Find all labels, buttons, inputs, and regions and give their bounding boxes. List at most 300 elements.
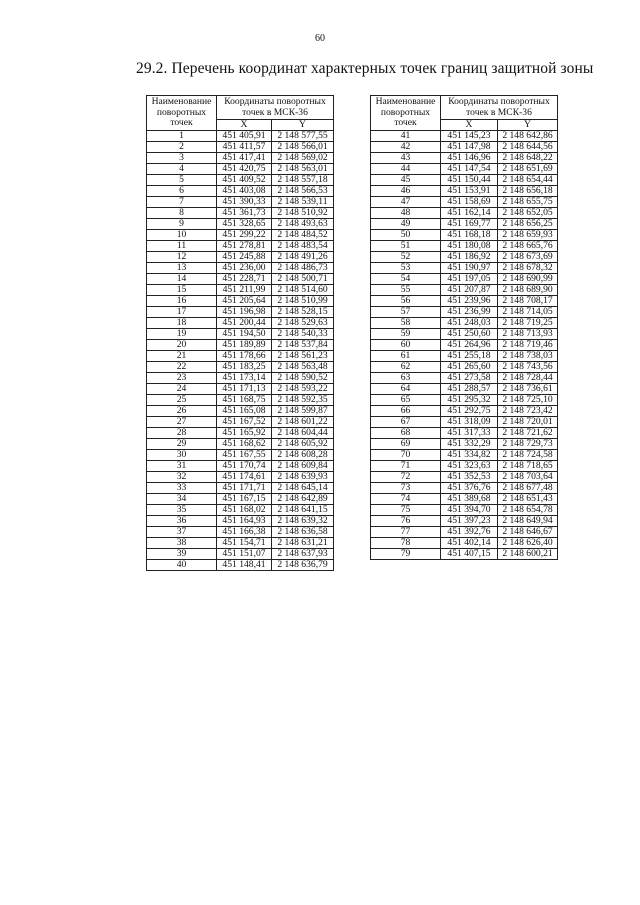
x-coordinate-cell: 451 171,71	[217, 483, 272, 494]
point-number-cell: 70	[371, 450, 441, 461]
y-coordinate-cell: 2 148 651,69	[498, 164, 558, 175]
y-coordinate-cell: 2 148 636,58	[272, 527, 334, 538]
y-coordinate-cell: 2 148 703,64	[498, 472, 558, 483]
x-coordinate-cell: 451 168,75	[217, 395, 272, 406]
table-row	[147, 439, 334, 450]
table-row	[147, 395, 334, 406]
table-row	[371, 362, 558, 373]
point-number-cell: 72	[371, 472, 441, 483]
point-number-cell: 54	[371, 274, 441, 285]
x-coordinate-cell: 451 165,92	[217, 428, 272, 439]
y-coordinate-cell: 2 148 656,18	[498, 186, 558, 197]
table-row	[371, 483, 558, 494]
y-coordinate-cell: 2 148 493,63	[272, 219, 334, 230]
header-coordinates: Координаты поворотных точек в МСК-36	[217, 96, 334, 120]
x-coordinate-cell: 451 147,54	[441, 164, 498, 175]
x-coordinate-cell: 451 167,55	[217, 450, 272, 461]
y-coordinate-cell: 2 148 713,93	[498, 329, 558, 340]
y-coordinate-cell: 2 148 631,21	[272, 538, 334, 549]
y-coordinate-cell: 2 148 718,65	[498, 461, 558, 472]
table-row	[371, 153, 558, 164]
table-row	[147, 549, 334, 560]
x-coordinate-cell: 451 154,71	[217, 538, 272, 549]
x-coordinate-cell: 451 292,75	[441, 406, 498, 417]
point-number-cell: 22	[147, 362, 217, 373]
y-coordinate-cell: 2 148 593,22	[272, 384, 334, 395]
y-coordinate-cell: 2 148 510,99	[272, 296, 334, 307]
x-coordinate-cell: 451 207,87	[441, 285, 498, 296]
x-coordinate-cell: 451 265,60	[441, 362, 498, 373]
y-coordinate-cell: 2 148 590,52	[272, 373, 334, 384]
table-row	[371, 131, 558, 142]
x-coordinate-cell: 451 164,93	[217, 516, 272, 527]
table-row	[371, 384, 558, 395]
table-row	[371, 285, 558, 296]
x-coordinate-cell: 451 394,70	[441, 505, 498, 516]
x-coordinate-cell: 451 407,15	[441, 549, 498, 560]
point-number-cell: 73	[371, 483, 441, 494]
point-number-cell: 19	[147, 329, 217, 340]
header-coordinates: Координаты поворотных точек в МСК-36	[441, 96, 558, 120]
x-coordinate-cell: 451 239,96	[441, 296, 498, 307]
point-number-cell: 14	[147, 274, 217, 285]
y-coordinate-cell: 2 148 528,15	[272, 307, 334, 318]
table-row	[371, 417, 558, 428]
point-number-cell: 56	[371, 296, 441, 307]
header-point-name: Наименование поворотных точек	[371, 96, 441, 131]
x-coordinate-cell: 451 194,50	[217, 329, 272, 340]
y-coordinate-cell: 2 148 677,48	[498, 483, 558, 494]
x-coordinate-cell: 451 153,91	[441, 186, 498, 197]
table-row	[371, 461, 558, 472]
point-number-cell: 43	[371, 153, 441, 164]
point-number-cell: 78	[371, 538, 441, 549]
x-coordinate-cell: 451 178,66	[217, 351, 272, 362]
table-row	[147, 362, 334, 373]
point-number-cell: 60	[371, 340, 441, 351]
y-coordinate-cell: 2 148 708,17	[498, 296, 558, 307]
y-coordinate-cell: 2 148 678,32	[498, 263, 558, 274]
point-number-cell: 17	[147, 307, 217, 318]
point-number-cell: 26	[147, 406, 217, 417]
point-number-cell: 46	[371, 186, 441, 197]
table-row	[147, 505, 334, 516]
table-row	[371, 230, 558, 241]
point-number-cell: 75	[371, 505, 441, 516]
x-coordinate-cell: 451 236,99	[441, 307, 498, 318]
table-row	[371, 373, 558, 384]
point-number-cell: 39	[147, 549, 217, 560]
point-number-cell: 40	[147, 560, 217, 571]
table-row	[147, 450, 334, 461]
point-number-cell: 42	[371, 142, 441, 153]
point-number-cell: 21	[147, 351, 217, 362]
y-coordinate-cell: 2 148 646,67	[498, 527, 558, 538]
y-coordinate-cell: 2 148 599,87	[272, 406, 334, 417]
x-coordinate-cell: 451 228,71	[217, 274, 272, 285]
table-row	[371, 516, 558, 527]
table-row	[147, 197, 334, 208]
table-row	[147, 285, 334, 296]
x-coordinate-cell: 451 278,81	[217, 241, 272, 252]
point-number-cell: 50	[371, 230, 441, 241]
x-coordinate-cell: 451 317,33	[441, 428, 498, 439]
table-row	[147, 186, 334, 197]
point-number-cell: 38	[147, 538, 217, 549]
point-number-cell: 34	[147, 494, 217, 505]
y-coordinate-cell: 2 148 636,79	[272, 560, 334, 571]
x-coordinate-cell: 451 250,60	[441, 329, 498, 340]
table-row	[147, 373, 334, 384]
x-coordinate-cell: 451 390,33	[217, 197, 272, 208]
x-coordinate-cell: 451 352,53	[441, 472, 498, 483]
table-row	[147, 351, 334, 362]
table-row	[371, 472, 558, 483]
table-row	[147, 175, 334, 186]
point-number-cell: 24	[147, 384, 217, 395]
y-coordinate-cell: 2 148 569,02	[272, 153, 334, 164]
point-number-cell: 69	[371, 439, 441, 450]
x-coordinate-cell: 451 402,14	[441, 538, 498, 549]
x-coordinate-cell: 451 150,44	[441, 175, 498, 186]
y-coordinate-cell: 2 148 641,15	[272, 505, 334, 516]
x-coordinate-cell: 451 273,58	[441, 373, 498, 384]
y-coordinate-cell: 2 148 557,18	[272, 175, 334, 186]
y-coordinate-cell: 2 148 724,58	[498, 450, 558, 461]
table-row	[371, 307, 558, 318]
y-coordinate-cell: 2 148 563,01	[272, 164, 334, 175]
point-number-cell: 58	[371, 318, 441, 329]
table-row	[147, 241, 334, 252]
y-coordinate-cell: 2 148 605,92	[272, 439, 334, 450]
point-number-cell: 18	[147, 318, 217, 329]
x-coordinate-cell: 451 264,96	[441, 340, 498, 351]
x-coordinate-cell: 451 171,13	[217, 384, 272, 395]
header-x: X	[441, 120, 498, 131]
y-coordinate-cell: 2 148 651,43	[498, 494, 558, 505]
point-number-cell: 67	[371, 417, 441, 428]
table-row	[147, 296, 334, 307]
x-coordinate-cell: 451 299,22	[217, 230, 272, 241]
table-row	[371, 505, 558, 516]
y-coordinate-cell: 2 148 736,61	[498, 384, 558, 395]
x-coordinate-cell: 451 166,38	[217, 527, 272, 538]
y-coordinate-cell: 2 148 561,23	[272, 351, 334, 362]
y-coordinate-cell: 2 148 529,63	[272, 318, 334, 329]
y-coordinate-cell: 2 148 659,93	[498, 230, 558, 241]
y-coordinate-cell: 2 148 604,44	[272, 428, 334, 439]
table-row	[371, 263, 558, 274]
point-number-cell: 76	[371, 516, 441, 527]
point-number-cell: 45	[371, 175, 441, 186]
x-coordinate-cell: 451 147,98	[441, 142, 498, 153]
table-row	[147, 417, 334, 428]
page-number: 60	[315, 33, 325, 44]
x-coordinate-cell: 451 145,23	[441, 131, 498, 142]
table-row	[147, 461, 334, 472]
header-x: X	[217, 120, 272, 131]
table-row	[147, 329, 334, 340]
y-coordinate-cell: 2 148 654,78	[498, 505, 558, 516]
x-coordinate-cell: 451 197,05	[441, 274, 498, 285]
table-row	[371, 252, 558, 263]
x-coordinate-cell: 451 190,97	[441, 263, 498, 274]
point-number-cell: 27	[147, 417, 217, 428]
y-coordinate-cell: 2 148 600,21	[498, 549, 558, 560]
x-coordinate-cell: 451 183,25	[217, 362, 272, 373]
y-coordinate-cell: 2 148 644,56	[498, 142, 558, 153]
table-row	[371, 428, 558, 439]
y-coordinate-cell: 2 148 728,44	[498, 373, 558, 384]
x-coordinate-cell: 451 417,41	[217, 153, 272, 164]
table-row	[147, 252, 334, 263]
x-coordinate-cell: 451 318,09	[441, 417, 498, 428]
table-row	[371, 527, 558, 538]
x-coordinate-cell: 451 328,65	[217, 219, 272, 230]
point-number-cell: 2	[147, 142, 217, 153]
table-row	[371, 241, 558, 252]
point-number-cell: 11	[147, 241, 217, 252]
x-coordinate-cell: 451 411,57	[217, 142, 272, 153]
point-number-cell: 1	[147, 131, 217, 142]
x-coordinate-cell: 451 255,18	[441, 351, 498, 362]
table-row	[371, 274, 558, 285]
y-coordinate-cell: 2 148 639,93	[272, 472, 334, 483]
table-row	[371, 395, 558, 406]
table-row	[371, 318, 558, 329]
point-number-cell: 29	[147, 439, 217, 450]
point-number-cell: 4	[147, 164, 217, 175]
x-coordinate-cell: 451 389,68	[441, 494, 498, 505]
table-row	[371, 494, 558, 505]
y-coordinate-cell: 2 148 486,73	[272, 263, 334, 274]
x-coordinate-cell: 451 376,76	[441, 483, 498, 494]
x-coordinate-cell: 451 189,89	[217, 340, 272, 351]
y-coordinate-cell: 2 148 649,94	[498, 516, 558, 527]
x-coordinate-cell: 451 288,57	[441, 384, 498, 395]
x-coordinate-cell: 451 174,61	[217, 472, 272, 483]
table-row	[147, 164, 334, 175]
point-number-cell: 35	[147, 505, 217, 516]
x-coordinate-cell: 451 236,00	[217, 263, 272, 274]
point-number-cell: 37	[147, 527, 217, 538]
table-row	[371, 329, 558, 340]
y-coordinate-cell: 2 148 566,53	[272, 186, 334, 197]
table-row	[147, 472, 334, 483]
x-coordinate-cell: 451 151,07	[217, 549, 272, 560]
y-coordinate-cell: 2 148 743,56	[498, 362, 558, 373]
x-coordinate-cell: 451 205,64	[217, 296, 272, 307]
point-number-cell: 25	[147, 395, 217, 406]
point-number-cell: 41	[371, 131, 441, 142]
y-coordinate-cell: 2 148 714,05	[498, 307, 558, 318]
y-coordinate-cell: 2 148 609,84	[272, 461, 334, 472]
y-coordinate-cell: 2 148 723,42	[498, 406, 558, 417]
table-row	[147, 142, 334, 153]
header-y: Y	[498, 120, 558, 131]
point-number-cell: 68	[371, 428, 441, 439]
page-title: 29.2. Перечень координат характерных точек границ защитной зоны	[136, 60, 594, 77]
point-number-cell: 48	[371, 208, 441, 219]
point-number-cell: 55	[371, 285, 441, 296]
point-number-cell: 13	[147, 263, 217, 274]
table-row	[147, 274, 334, 285]
y-coordinate-cell: 2 148 690,99	[498, 274, 558, 285]
x-coordinate-cell: 451 211,99	[217, 285, 272, 296]
x-coordinate-cell: 451 295,32	[441, 395, 498, 406]
table-row	[371, 439, 558, 450]
x-coordinate-cell: 451 397,23	[441, 516, 498, 527]
x-coordinate-cell: 451 162,14	[441, 208, 498, 219]
point-number-cell: 31	[147, 461, 217, 472]
point-number-cell: 5	[147, 175, 217, 186]
x-coordinate-cell: 451 200,44	[217, 318, 272, 329]
x-coordinate-cell: 451 173,14	[217, 373, 272, 384]
point-number-cell: 36	[147, 516, 217, 527]
y-coordinate-cell: 2 148 592,35	[272, 395, 334, 406]
table-row	[147, 208, 334, 219]
y-coordinate-cell: 2 148 719,46	[498, 340, 558, 351]
y-coordinate-cell: 2 148 639,32	[272, 516, 334, 527]
table-row	[147, 428, 334, 439]
x-coordinate-cell: 451 420,75	[217, 164, 272, 175]
table-row	[371, 219, 558, 230]
x-coordinate-cell: 451 403,08	[217, 186, 272, 197]
point-number-cell: 63	[371, 373, 441, 384]
x-coordinate-cell: 451 167,15	[217, 494, 272, 505]
y-coordinate-cell: 2 148 652,05	[498, 208, 558, 219]
y-coordinate-cell: 2 148 626,40	[498, 538, 558, 549]
point-number-cell: 8	[147, 208, 217, 219]
point-number-cell: 33	[147, 483, 217, 494]
table-row	[147, 516, 334, 527]
point-number-cell: 10	[147, 230, 217, 241]
point-number-cell: 9	[147, 219, 217, 230]
table-row	[147, 318, 334, 329]
point-number-cell: 79	[371, 549, 441, 560]
y-coordinate-cell: 2 148 721,62	[498, 428, 558, 439]
x-coordinate-cell: 451 334,82	[441, 450, 498, 461]
point-number-cell: 3	[147, 153, 217, 164]
table-row	[147, 483, 334, 494]
point-number-cell: 49	[371, 219, 441, 230]
y-coordinate-cell: 2 148 673,69	[498, 252, 558, 263]
point-number-cell: 47	[371, 197, 441, 208]
y-coordinate-cell: 2 148 484,52	[272, 230, 334, 241]
table-row	[371, 164, 558, 175]
point-number-cell: 16	[147, 296, 217, 307]
x-coordinate-cell: 451 196,98	[217, 307, 272, 318]
y-coordinate-cell: 2 148 491,26	[272, 252, 334, 263]
header-point-name: Наименование поворотных точек	[147, 96, 217, 131]
point-number-cell: 53	[371, 263, 441, 274]
y-coordinate-cell: 2 148 601,22	[272, 417, 334, 428]
table-row	[147, 153, 334, 164]
table-row	[371, 340, 558, 351]
table-row	[371, 186, 558, 197]
y-coordinate-cell: 2 148 483,54	[272, 241, 334, 252]
point-number-cell: 77	[371, 527, 441, 538]
point-number-cell: 64	[371, 384, 441, 395]
table-row	[371, 296, 558, 307]
coordinates-table-left	[146, 95, 334, 571]
table-row	[371, 197, 558, 208]
y-coordinate-cell: 2 148 729,73	[498, 439, 558, 450]
table-row	[371, 406, 558, 417]
point-number-cell: 44	[371, 164, 441, 175]
x-coordinate-cell: 451 170,74	[217, 461, 272, 472]
table-row	[371, 351, 558, 362]
x-coordinate-cell: 451 148,41	[217, 560, 272, 571]
x-coordinate-cell: 451 392,76	[441, 527, 498, 538]
table-row	[147, 307, 334, 318]
y-coordinate-cell: 2 148 642,86	[498, 131, 558, 142]
table-row	[147, 406, 334, 417]
y-coordinate-cell: 2 148 665,76	[498, 241, 558, 252]
x-coordinate-cell: 451 168,62	[217, 439, 272, 450]
y-coordinate-cell: 2 148 648,22	[498, 153, 558, 164]
header-y: Y	[272, 120, 334, 131]
point-number-cell: 59	[371, 329, 441, 340]
point-number-cell: 30	[147, 450, 217, 461]
table-row	[147, 384, 334, 395]
y-coordinate-cell: 2 148 566,01	[272, 142, 334, 153]
x-coordinate-cell: 451 245,88	[217, 252, 272, 263]
point-number-cell: 12	[147, 252, 217, 263]
x-coordinate-cell: 451 248,03	[441, 318, 498, 329]
table-row	[371, 175, 558, 186]
y-coordinate-cell: 2 148 656,25	[498, 219, 558, 230]
x-coordinate-cell: 451 361,73	[217, 208, 272, 219]
x-coordinate-cell: 451 158,69	[441, 197, 498, 208]
y-coordinate-cell: 2 148 642,89	[272, 494, 334, 505]
table-row	[147, 340, 334, 351]
point-number-cell: 6	[147, 186, 217, 197]
y-coordinate-cell: 2 148 719,25	[498, 318, 558, 329]
table-row	[147, 538, 334, 549]
y-coordinate-cell: 2 148 537,84	[272, 340, 334, 351]
table-row	[371, 549, 558, 560]
y-coordinate-cell: 2 148 655,75	[498, 197, 558, 208]
table-row	[147, 560, 334, 571]
table-row	[147, 494, 334, 505]
point-number-cell: 28	[147, 428, 217, 439]
x-coordinate-cell: 451 332,29	[441, 439, 498, 450]
y-coordinate-cell: 2 148 540,33	[272, 329, 334, 340]
table-row	[147, 263, 334, 274]
y-coordinate-cell: 2 148 689,90	[498, 285, 558, 296]
x-coordinate-cell: 451 323,63	[441, 461, 498, 472]
table-row	[147, 219, 334, 230]
point-number-cell: 65	[371, 395, 441, 406]
point-number-cell: 66	[371, 406, 441, 417]
coordinates-table-right	[370, 95, 558, 560]
x-coordinate-cell: 451 409,52	[217, 175, 272, 186]
point-number-cell: 23	[147, 373, 217, 384]
y-coordinate-cell: 2 148 563,48	[272, 362, 334, 373]
table-row	[147, 527, 334, 538]
x-coordinate-cell: 451 180,08	[441, 241, 498, 252]
y-coordinate-cell: 2 148 577,55	[272, 131, 334, 142]
y-coordinate-cell: 2 148 645,14	[272, 483, 334, 494]
y-coordinate-cell: 2 148 539,11	[272, 197, 334, 208]
y-coordinate-cell: 2 148 654,44	[498, 175, 558, 186]
point-number-cell: 57	[371, 307, 441, 318]
x-coordinate-cell: 451 186,92	[441, 252, 498, 263]
y-coordinate-cell: 2 148 637,93	[272, 549, 334, 560]
point-number-cell: 15	[147, 285, 217, 296]
x-coordinate-cell: 451 168,18	[441, 230, 498, 241]
